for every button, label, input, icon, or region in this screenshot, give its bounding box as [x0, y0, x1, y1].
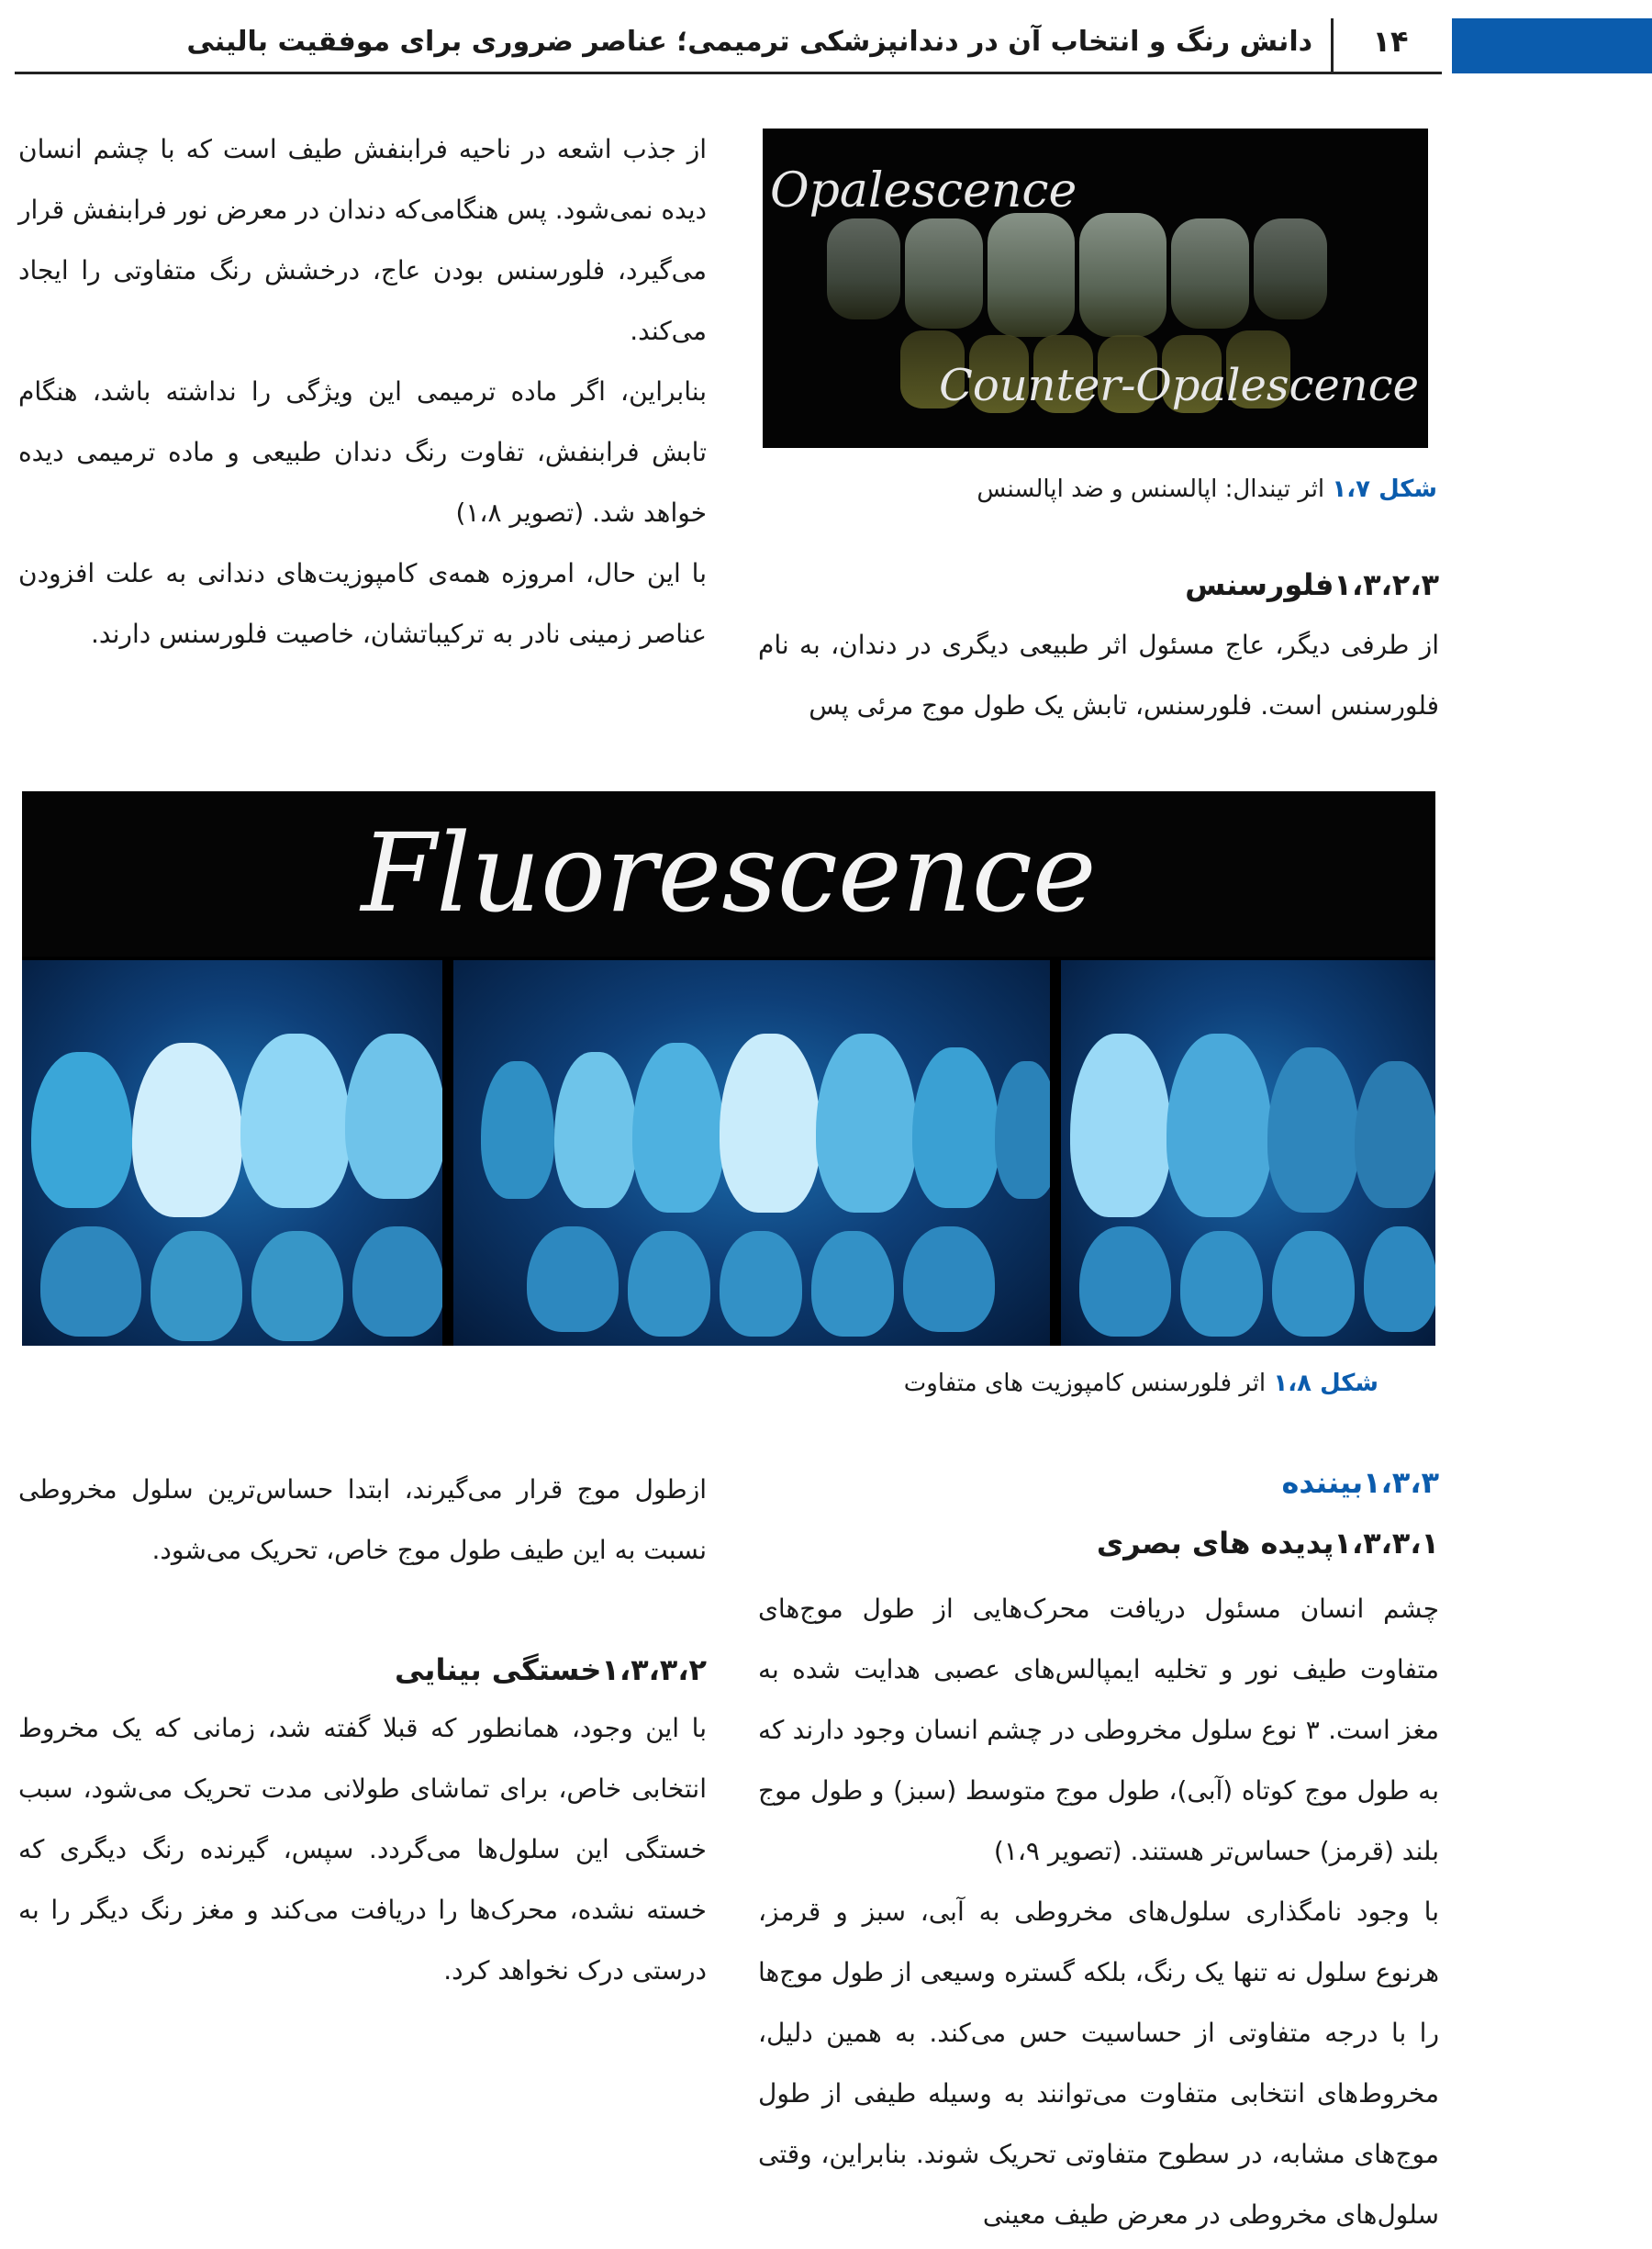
figure-opalescence-image: [763, 129, 1428, 448]
left-bottom-paragraph-1: ازطول موج قرار می‌گیرند، ابتدا حساس‌ترین سلول مخروطی نسبت به این طیف طول موج خاص، تحریک می‌شود.: [18, 1474, 707, 1565]
section-1-3-3-2-text: [18, 1698, 707, 2001]
figure-1-7-caption: [763, 476, 1437, 503]
figure-1-7-caption-text: اثر تیندال: اپالسنس و ضد اپالسنس: [977, 476, 1325, 503]
left-top-paragraph-1: از جذب اشعه در ناحیه فرابنفش طیف است که با چشم انسان دیده نمی‌شود. پس هنگامی‌که دندان در معرض نور فرابنفش قرار می‌گیرد، فلورسنس بودن عاج، درخشش رنگ متفاوتی را ایجاد می‌کند.: [18, 134, 707, 346]
counter-opalescence-label: Counter-Opalescence: [939, 360, 1419, 411]
left-bottom-text: [18, 1460, 707, 1581]
left-top-paragraph-2: بنابراین، اگر ماده ترمیمی این ویژگی را نداشته باشد، هنگام تابش فرابنفش، تفاوت رنگ دندان طبیعی و ماده ترمیمی دیده خواهد شد. (تصویر ۱،۸): [18, 376, 707, 528]
header-accent-bar: [1452, 18, 1652, 73]
section-1-3-3-heading: ۱،۳،۳بیننده: [1281, 1465, 1439, 1500]
fluorescence-panel-right: [1061, 960, 1435, 1346]
opalescence-label: Opalescence: [770, 163, 1077, 218]
running-title: دانش رنگ و انتخاب آن در دندانپزشکی ترمیمی؛ عناصر ضروری برای موفقیت بالینی: [186, 26, 1312, 58]
figure-1-8-label: شکل ۱،۸: [1273, 1370, 1379, 1397]
left-top-paragraph-3: با این حال، امروزه همه‌ی کامپوزیت‌های دندانی به علت افزودن عناصر زمینی نادر به ترکیباتشان، خاصیت فلورسنس دارند.: [18, 558, 707, 649]
figure-1-8-caption-text: اثر فلورسنس کامپوزیت های متفاوت: [903, 1370, 1267, 1397]
section-1-3-2-3-heading: ۱،۳،۲،۳فلورسنس: [1185, 567, 1439, 602]
section-1-3-3-2-paragraph: با این وجود، همانطور که قبلا گفته شد، زمانی که یک مخروط انتخابی خاص، برای تماشای طولانی مدت تحریک می‌شود، سبب خستگی این سلول‌ها می‌گردد. سپس، گیرنده رنگ دیگری که خسته نشده، محرک‌ها را دریافت می‌کند و مغز رنگ دیگر را به درستی درک نخواهد کرد.: [18, 1713, 707, 1986]
figure-fluorescence-image: [22, 791, 1435, 1346]
section-1-3-2-3-text: [758, 615, 1439, 736]
section-1-3-3-paragraph-2: با وجود نامگذاری سلول‌های مخروطی به آبی، سبز و قرمز، هرنوع سلول نه تنها یک رنگ، بلکه گستره وسیعی از طول موج‌ها را با درجه متفاوتی از حساسیت حس می‌کند. به همین دلیل، مخروط‌های انتخابی متفاوت می‌توانند به وسیله طیفی از طول موج‌های مشابه، در سطوح متفاوتی تحریک شوند. بنابراین، وقتی سلول‌های مخروطی در معرض طیف معینی: [758, 1897, 1439, 2230]
figure-1-8-caption: [22, 1370, 1379, 1397]
header-rule: [15, 72, 1442, 74]
fluorescence-title: Fluorescence: [361, 810, 1097, 936]
fluorescence-panel-left: [22, 960, 442, 1346]
figure-1-7-label: شکل ۱،۷: [1332, 476, 1437, 503]
section-1-3-3-paragraph-1: چشم انسان مسئول دریافت محرک‌هایی از طول موج‌های متفاوت طیف نور و تخلیه ایمپالس‌های عصبی هدایت شده به مغز است. ۳ نوع سلول مخروطی در چشم انسان وجود دارند که به طول موج کوتاه (آبی)، طول موج متوسط (سبز) و طول موج بلند (قرمز) حساس‌تر هستند. (تصویر ۱،۹): [758, 1594, 1439, 1866]
left-top-text: [18, 119, 707, 665]
fluorescence-panel-middle: [453, 960, 1050, 1346]
section-1-3-3-1-heading: ۱،۳،۳،۱پدیده های بصری: [1096, 1526, 1439, 1561]
header-separator: [1331, 18, 1334, 72]
section-1-3-3-2-heading: ۱،۳،۳،۲خستگی بینایی: [395, 1652, 707, 1687]
section-1-3-2-3-paragraph: از طرفی دیگر، عاج مسئول اثر طبیعی دیگری در دندان، به نام فلورسنس است. فلورسنس، تابش یک طول موج مرئی پس: [758, 630, 1439, 721]
page-number: ۱۴: [1372, 24, 1409, 59]
section-1-3-3-text: [758, 1579, 1439, 2245]
